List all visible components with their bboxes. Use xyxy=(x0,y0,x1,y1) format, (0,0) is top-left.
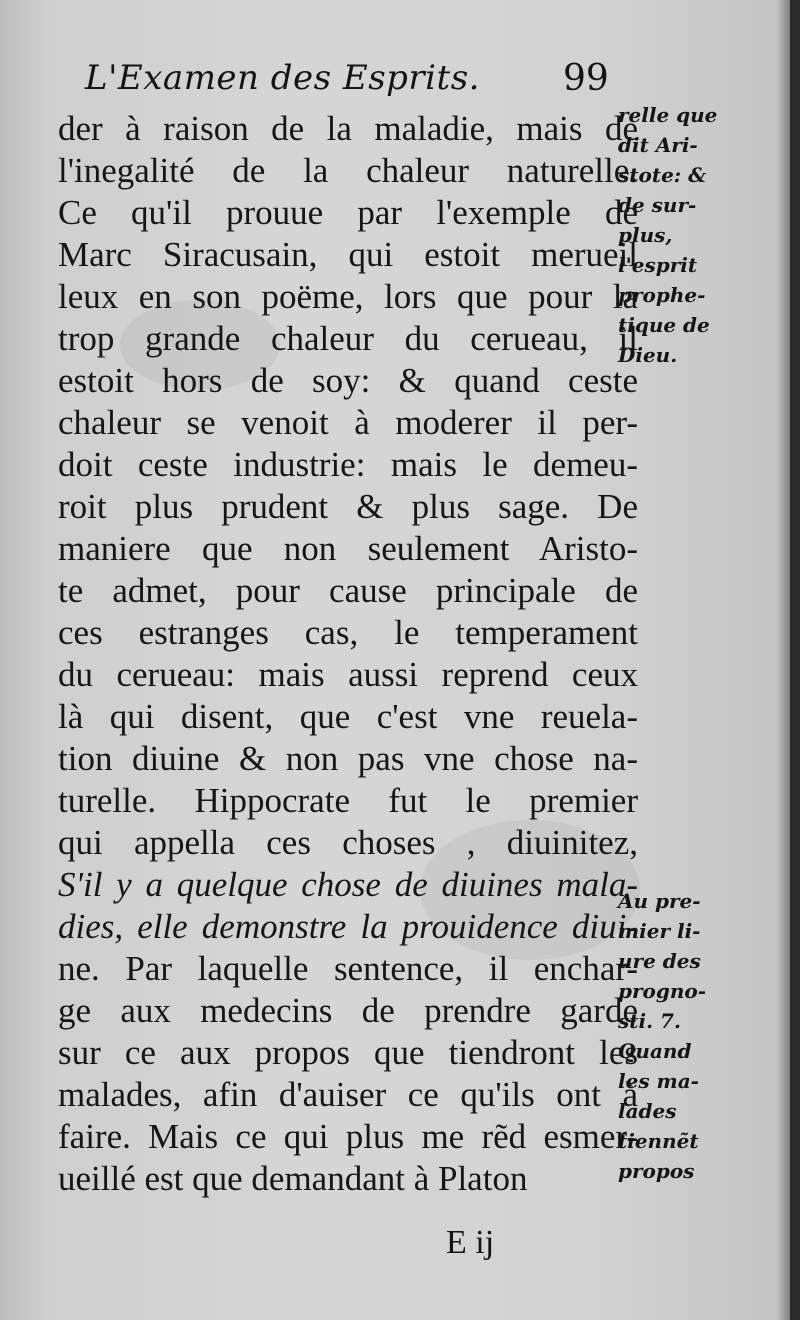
margin-note-line: stote: & xyxy=(618,163,707,187)
text-line: S'il y a quelque chose de diuines mala- xyxy=(58,865,638,904)
text-line: l'inegalité de la chaleur naturelle. xyxy=(58,151,638,190)
page-header xyxy=(85,58,609,108)
margin-note-line: sti. 7. xyxy=(618,1009,681,1033)
signature-mark: E ij xyxy=(446,1224,495,1261)
text-line: qui appella ces choses , diuinitez, xyxy=(58,823,638,862)
margin-note-line: dit Ari- xyxy=(618,133,698,157)
text-line: estoit hors de soy: & quand ceste xyxy=(58,361,638,400)
margin-note-line: propos xyxy=(618,1159,695,1183)
margin-note-line: tique de xyxy=(618,313,710,337)
margin-note-line: ure des xyxy=(618,949,701,973)
text-line: turelle. Hippocrate fut le premier xyxy=(58,781,638,820)
running-title: L'Examen des Esprits. xyxy=(85,58,480,98)
text-line: tion diuine & non pas vne chose na- xyxy=(58,739,638,778)
text-line: chaleur se venoit à moderer il per- xyxy=(58,403,638,442)
text-line: sur ce aux propos que tiendront les xyxy=(58,1033,638,1072)
margin-note-line: prophe- xyxy=(618,283,706,307)
text-line: maniere que non seulement Aristo- xyxy=(58,529,638,568)
page-number: 99 xyxy=(563,58,609,99)
margin-note-line: Au pre- xyxy=(618,889,701,913)
text-line: là qui disent, que c'est vne reuela- xyxy=(58,697,638,736)
text-line: Ce qu'il prouue par l'exemple de xyxy=(58,193,638,232)
body-text xyxy=(58,108,638,1200)
margin-note-line: de sur- xyxy=(618,193,697,217)
margin-note-line: Dieu. xyxy=(618,343,678,367)
text-line: du cerueau: mais aussi reprend ceux xyxy=(58,655,638,694)
text-line: dies, elle demonstre la prouidence diui- xyxy=(58,907,638,946)
text-line: der à raison de la maladie, mais de xyxy=(58,109,638,148)
margin-note-line: plus, xyxy=(618,223,673,247)
margin-note-line: les ma- xyxy=(618,1069,699,1093)
margin-note-line: mier li- xyxy=(618,919,701,943)
margin-note-line: Quand xyxy=(618,1039,692,1063)
text-line: ge aux medecins de prendre garde xyxy=(58,991,638,1030)
margin-note-aristote xyxy=(618,100,778,370)
text-line: leux en son poëme, lors que pour la xyxy=(58,277,638,316)
margin-note-prognostics xyxy=(618,886,778,1186)
text-line: faire. Mais ce qui plus me rẽd esmer- xyxy=(58,1117,638,1156)
text-line: te admet, pour cause principale de xyxy=(58,571,638,610)
margin-note-line: relle que xyxy=(618,103,718,127)
text-line: Marc Siracusain, qui estoit merueil xyxy=(58,235,638,274)
text-line: roit plus prudent & plus sage. De xyxy=(58,487,638,526)
text-line: ces estranges cas, le temperament xyxy=(58,613,638,652)
margin-note-line: progno- xyxy=(618,979,707,1003)
page-edge-shadow xyxy=(790,0,800,1320)
margin-note-line: tiennẽt xyxy=(618,1129,699,1153)
text-line: ueillé est que demandant à Platon xyxy=(58,1159,528,1198)
margin-note-line: l'esprit xyxy=(618,253,698,277)
margin-note-line: lades xyxy=(618,1099,677,1123)
text-line: ne. Par laquelle sentence, il enchar- xyxy=(58,949,638,988)
text-line: doit ceste industrie: mais le demeu- xyxy=(58,445,638,484)
text-line: trop grande chaleur du cerueau, il xyxy=(58,319,638,358)
text-line: malades, afin d'auiser ce qu'ils ont à xyxy=(58,1075,638,1114)
